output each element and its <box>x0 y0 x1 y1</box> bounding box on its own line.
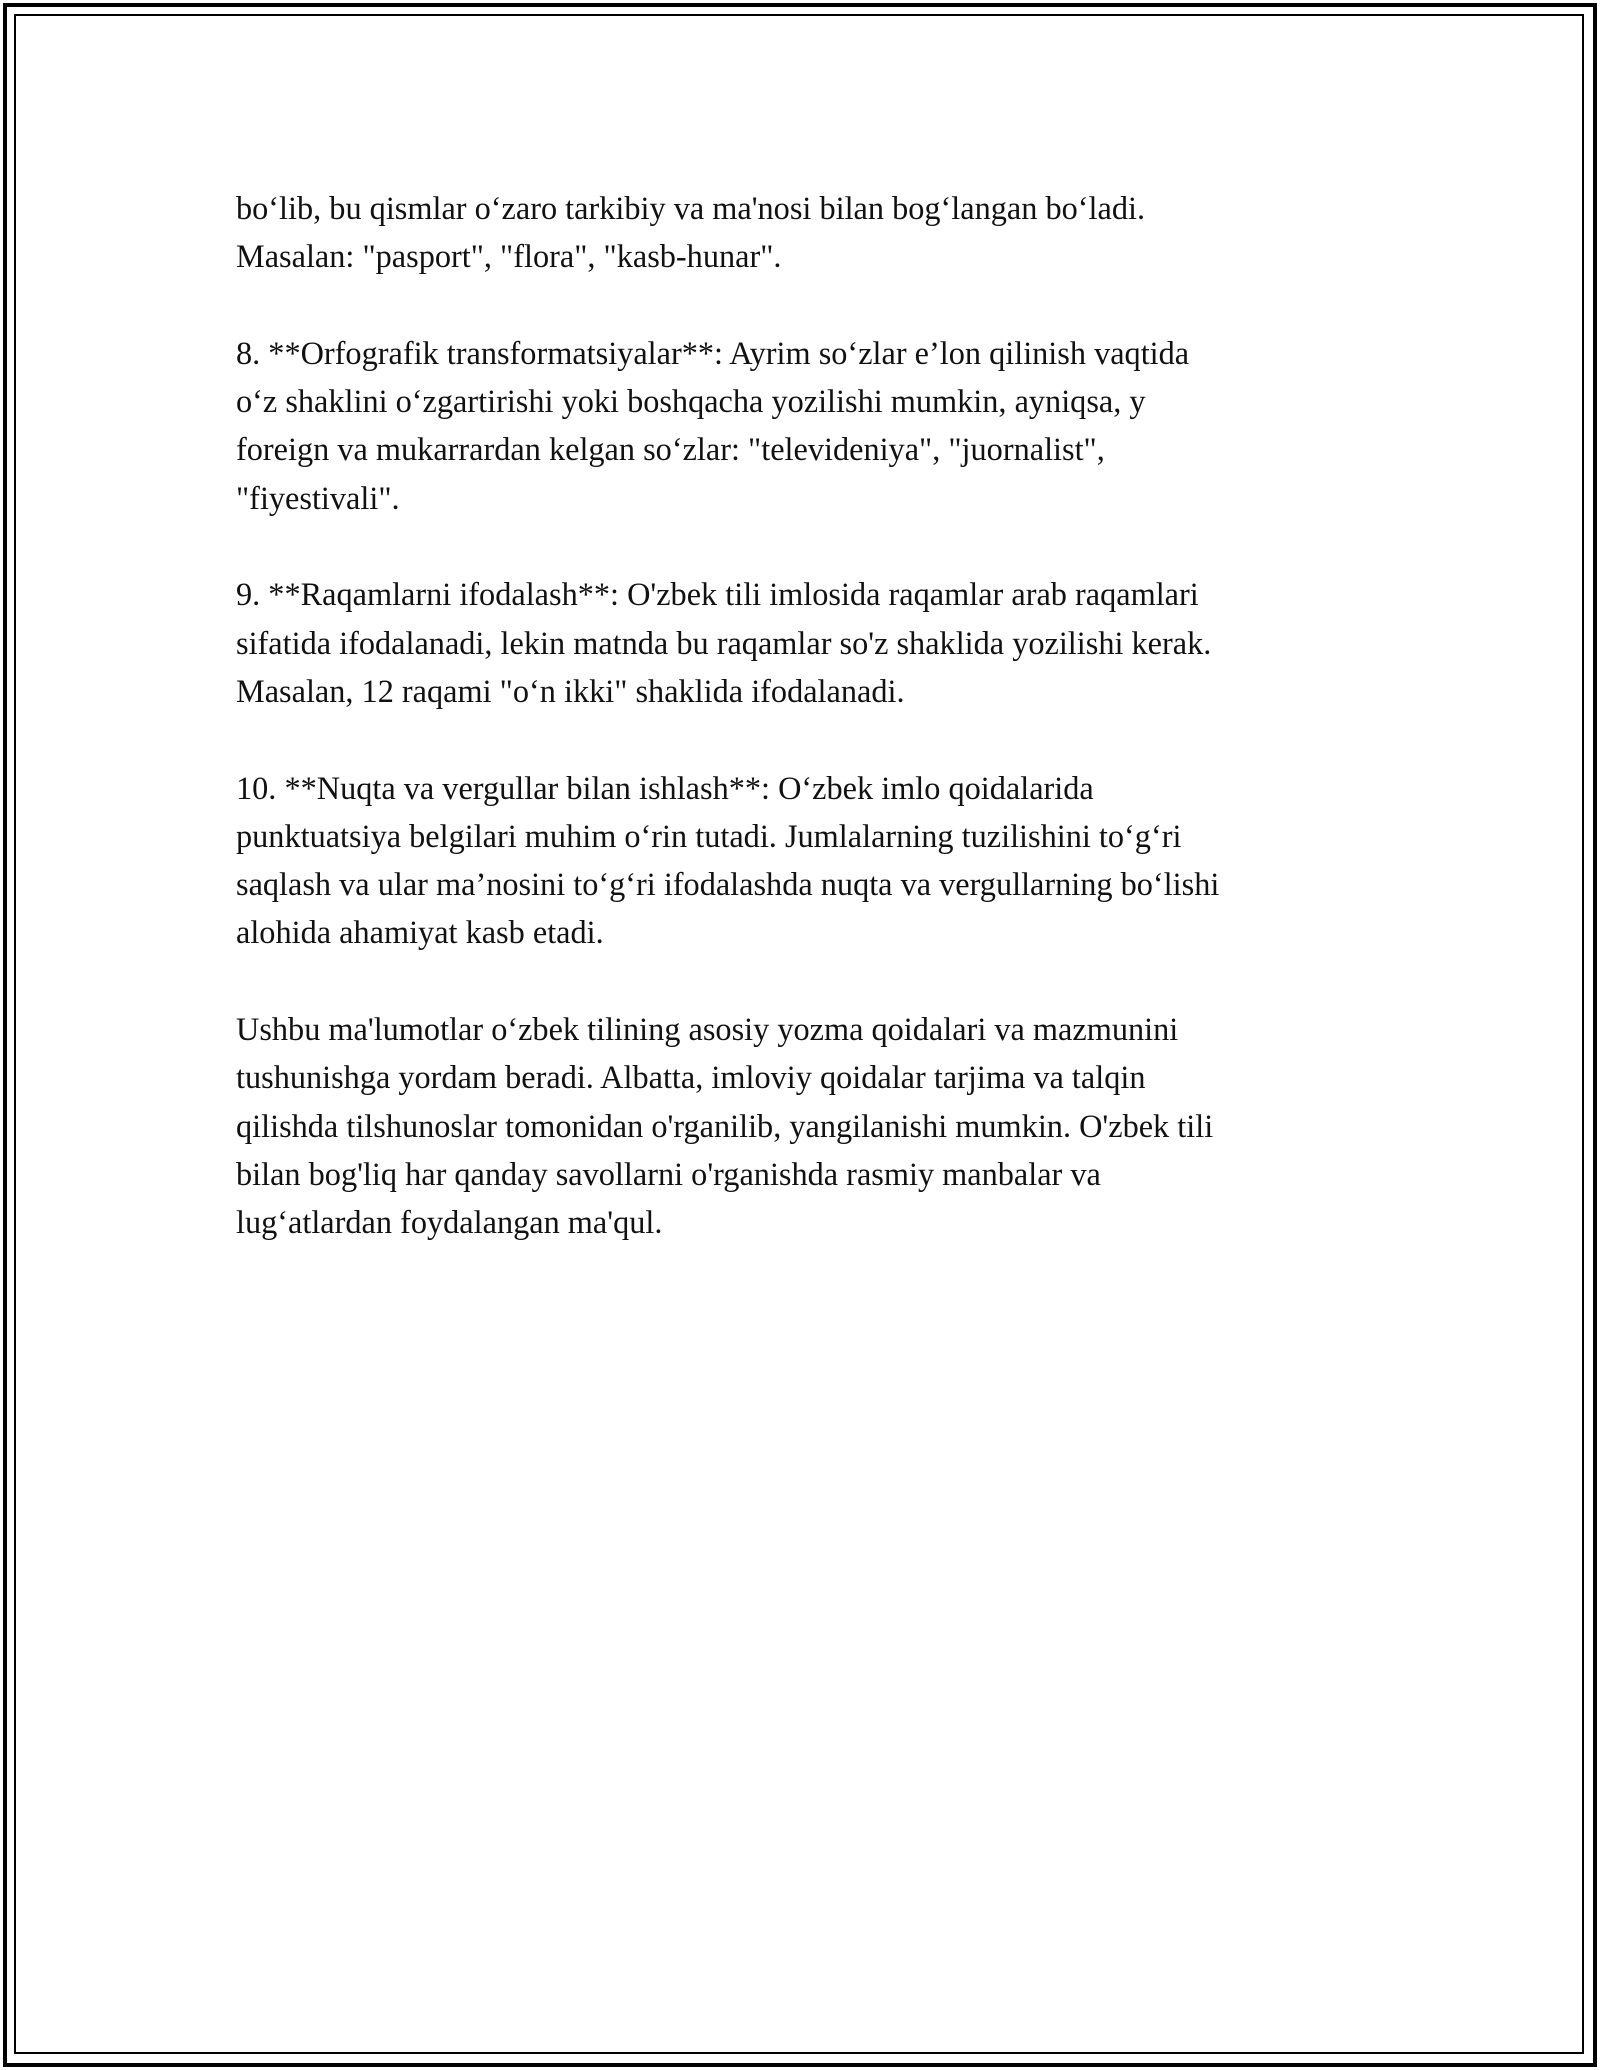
text-line: Ushbu ma'lumotlar o‘zbek tilining asosiy yozma qoidalari va mazmunini <box>236 1011 1179 1048</box>
text-line: bilan bog'liq har qanday savollarni o'rganishda rasmiy manbalar va <box>236 1155 1101 1192</box>
paragraph-item-10 <box>236 764 1371 957</box>
text-line: qilishda tilshunoslar tomonidan o'rganilib, yangilanishi mumkin. O'zbek tili <box>236 1107 1214 1144</box>
text-line: "fiyestivali". <box>236 479 400 516</box>
text-line: alohida ahamiyat kasb etadi. <box>236 914 604 951</box>
text-line: o‘z shaklini o‘zgartirishi yoki boshqacha yozilishi mumkin, ayniqsa, y <box>236 383 1146 420</box>
paragraph-continuation <box>236 184 1371 281</box>
text-line: sifatida ifodalanadi, lekin matnda bu raqamlar so'z shaklida yozilishi kerak. <box>236 624 1212 661</box>
paragraph-conclusion <box>236 1005 1371 1246</box>
paragraph-item-9 <box>236 570 1371 715</box>
paragraph-item-8 <box>236 329 1371 522</box>
text-line: 10. **Nuqta va vergullar bilan ishlash**: O‘zbek imlo qoidalarida <box>236 769 1094 806</box>
text-line: Masalan, 12 raqami "o‘n ikki" shaklida ifodalanadi. <box>236 672 905 709</box>
text-line: Masalan: "pasport", "flora", "kasb-hunar". <box>236 238 782 275</box>
document-body <box>236 184 1371 1295</box>
text-line: foreign va mukarrardan kelgan so‘zlar: "televideniya", "juornalist", <box>236 431 1105 468</box>
text-line: lug‘atlardan foydalangan ma'qul. <box>236 1204 663 1241</box>
text-line: punktuatsiya belgilari muhim o‘rin tutadi. Jumlalarning tuzilishini to‘g‘ri <box>236 817 1182 854</box>
text-line: 9. **Raqamlarni ifodalash**: O'zbek tili imlosida raqamlar arab raqamlari <box>236 576 1199 613</box>
text-line: tushunishga yordam beradi. Albatta, imloviy qoidalar tarjima va talqin <box>236 1059 1146 1096</box>
text-line: saqlash va ular ma’nosini to‘g‘ri ifodalashda nuqta va vergullarning bo‘lishi <box>236 866 1220 903</box>
text-line: 8. **Orfografik transformatsiyalar**: Ayrim so‘zlar e’lon qilinish vaqtida <box>236 334 1190 371</box>
text-line: bo‘lib, bu qismlar o‘zaro tarkibiy va ma'nosi bilan bog‘langan bo‘ladi. <box>236 190 1146 226</box>
